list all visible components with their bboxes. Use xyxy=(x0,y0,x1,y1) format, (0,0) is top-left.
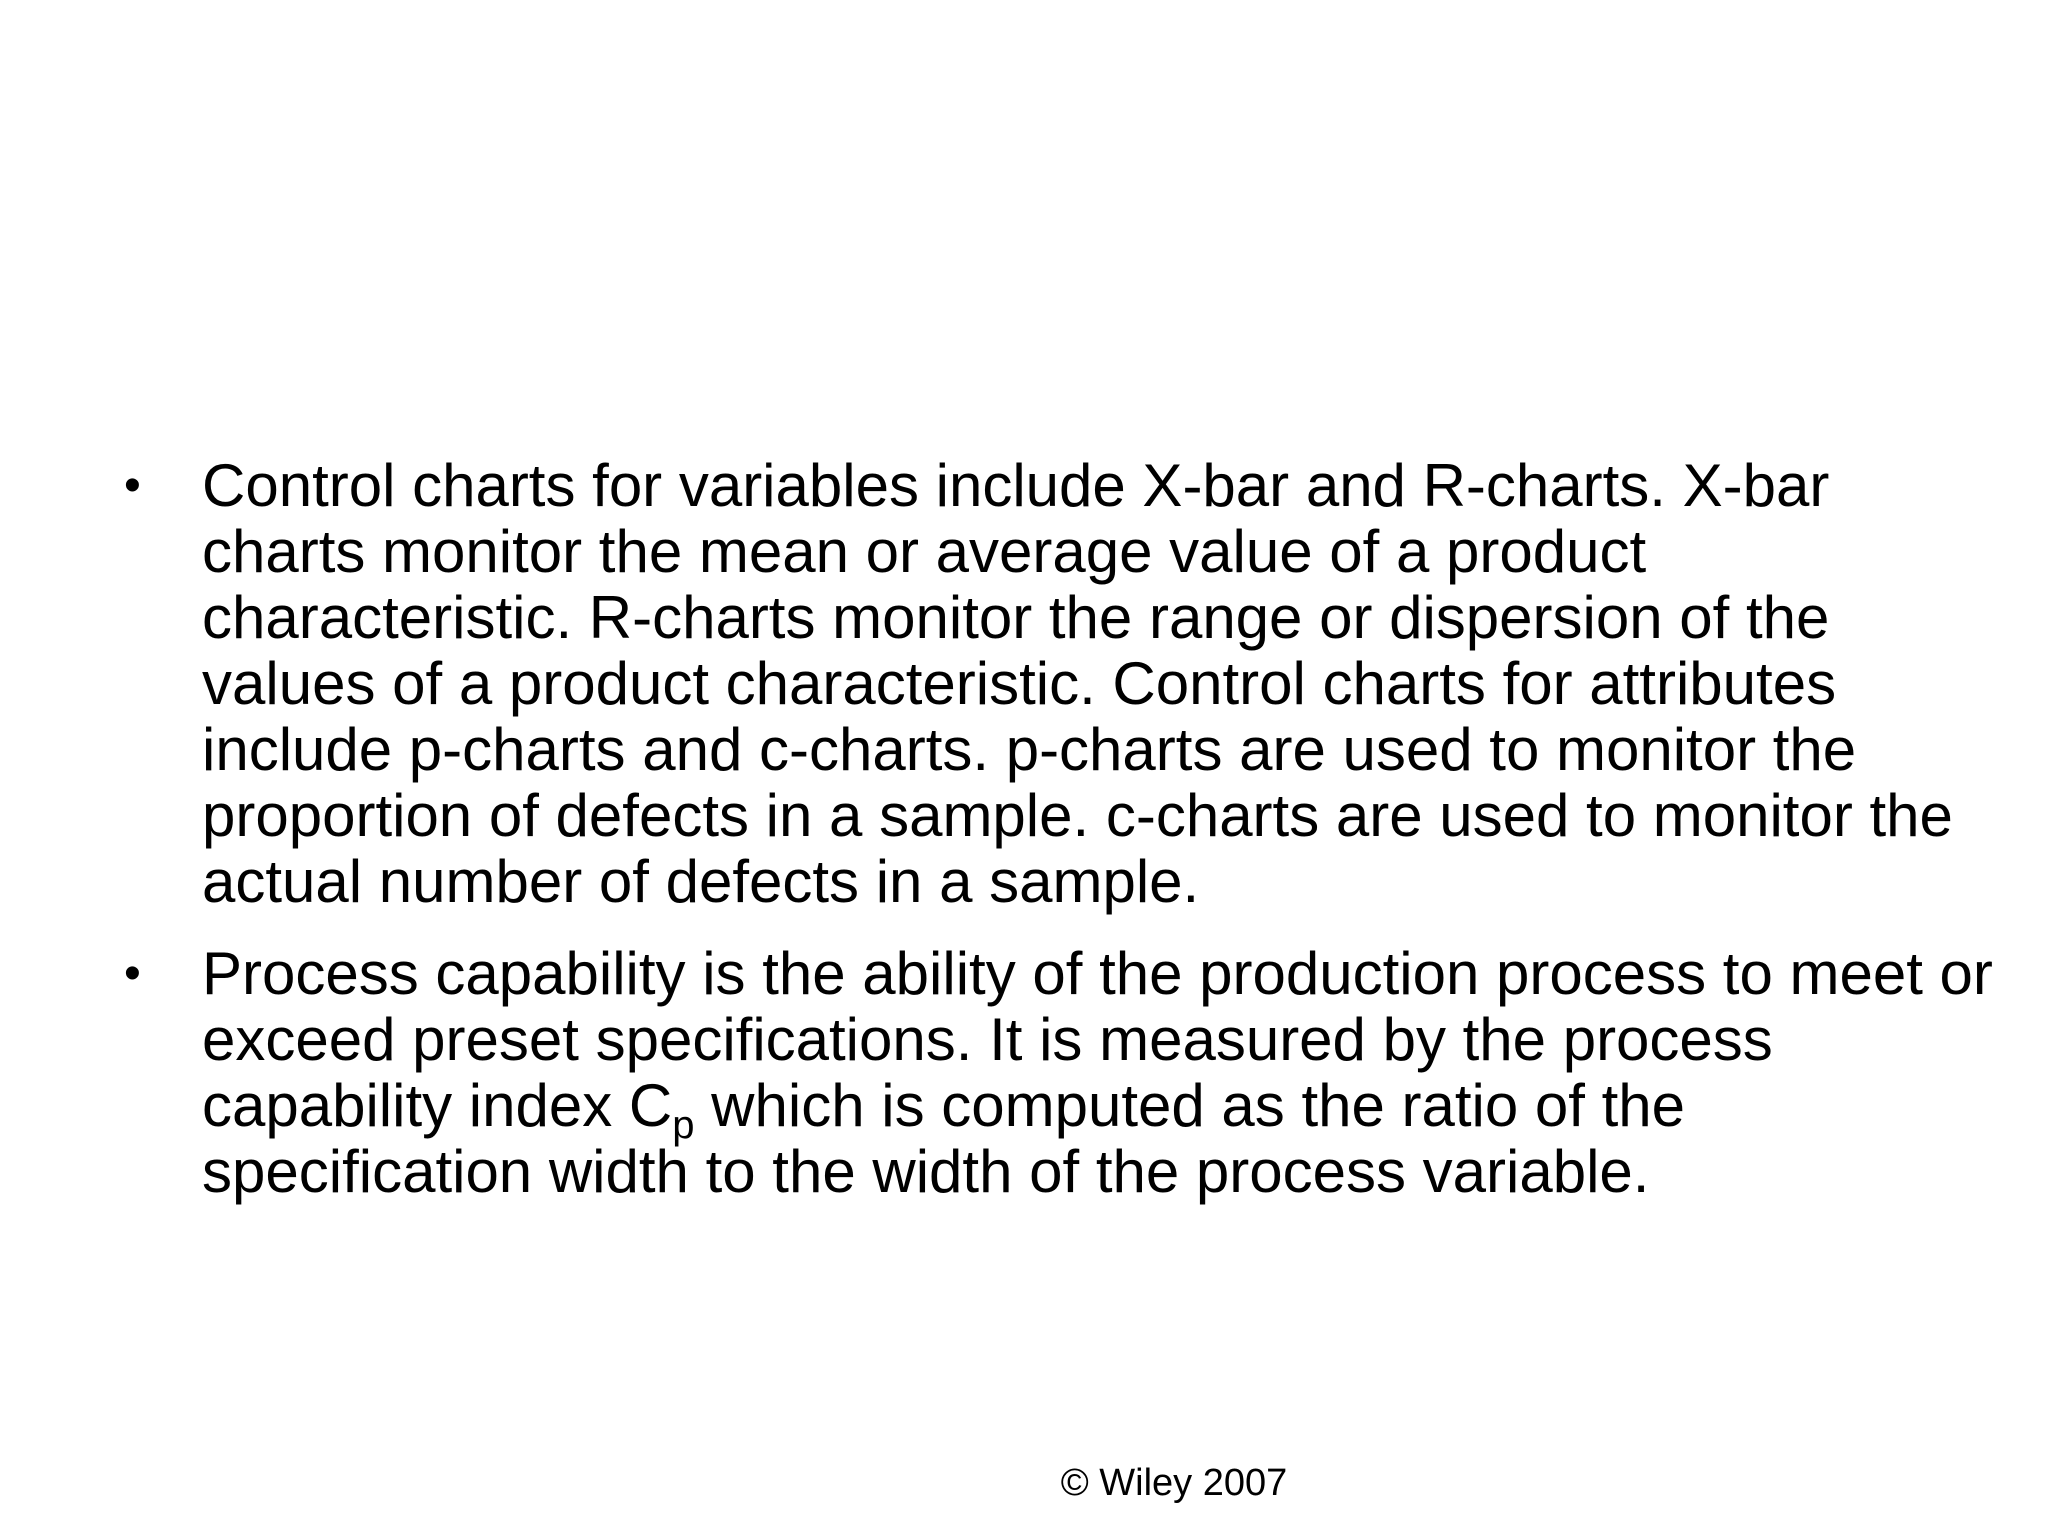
bullet-process-capability xyxy=(124,941,2004,1205)
bullet-control-charts xyxy=(124,453,2004,915)
bullet-text-control-charts: Control charts for variables include X-bar and R-charts. X-bar charts monitor the mean or average value of a product characteristic. R-charts monitor the range or dispersion of the values of a product characteristic. Control charts for attributes include p-charts and c-charts. p-charts are used to monitor the proportion of defects in a sample. c-charts are used to monitor the actual number of defects in a sample. xyxy=(202,452,1953,915)
bullet-marker: • xyxy=(124,459,141,512)
process-capability-text-before: Process capability is the ability of the production process to meet or exceed preset specifications. It is measured by the process capability index C xyxy=(202,940,1993,1139)
bullet-marker: • xyxy=(124,947,141,1000)
cp-subscript: p xyxy=(672,1103,695,1147)
bullet-text-process-capability xyxy=(202,940,1993,1205)
bullet-list xyxy=(124,453,2004,1205)
process-capability-text-after: which is computed as the ratio of the specification width to the width of the process variable. xyxy=(202,1072,1686,1205)
copyright-footer: © Wiley 2007 xyxy=(1060,1462,1288,1504)
